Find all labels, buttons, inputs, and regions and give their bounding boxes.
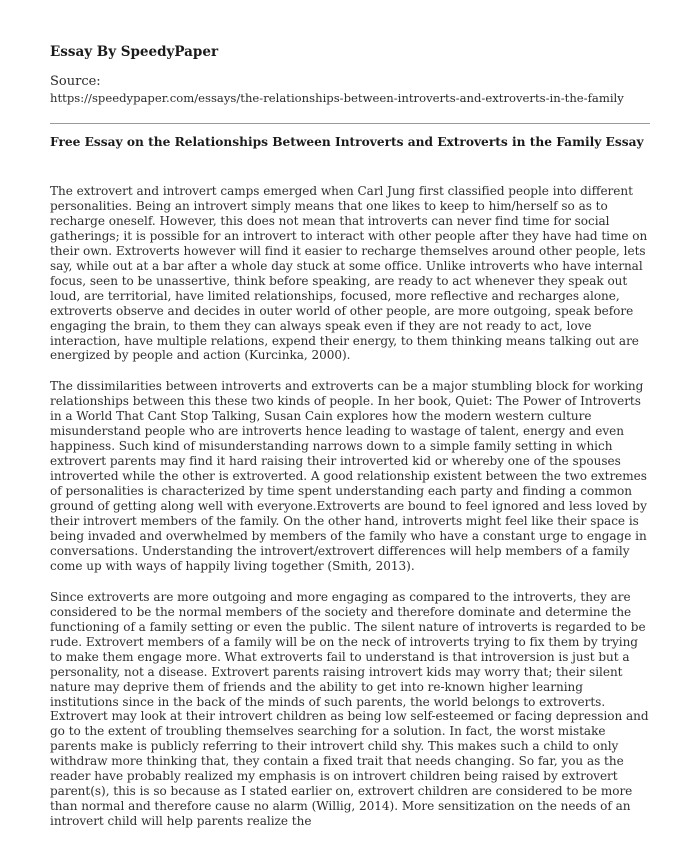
essay-paragraph-3: Since extroverts are more outgoing and more engaging as compared to the introverts, they are considered to be the normal members of the society and therefore dominate and determine the functioning of a family setting or even the public. The silent nature of introverts is regarded to be rude. Extrovert members of a family will be on the neck of introverts trying to fix them by trying to make them engage more. What extroverts fail to understand is that introversion is just but a personality, not a disease. Extrovert parents raising introvert kids may worry that; their silent nature may deprive them of friends and the ability to get into re-known higher learning institutions since in the back of the minds of such parents, the world belongs to extroverts. Extrovert may look at their introvert children as being low self-esteemed or facing depression and go to the extent of troubling themselves searching for a solution. In fact, the worst mistake parents make is publicly referring to their introvert child shy. This makes such a child to only withdraw more thinking that, they contain a fixed trait that needs changing. So far, you as the reader have probably realized my emphasis is on introvert children being raised by extrovert parent(s), this is so because as I stated earlier on, extrovert children are considered to be more than normal and therefore cause no alarm (Willig, 2014). More sensitization on the needs of an introvert child will help parents realize the — [50, 589, 649, 829]
source-label: Source: — [50, 74, 101, 89]
essay-paragraph-2: The dissimilarities between introverts and extroverts can be a major stumbling block for working relationships between this these two kinds of people. In her book, Quiet: The Power of Introverts in a World That Cant Stop Talking, Susan Cain explores how the modern western culture misunderstand people who are introverts hence leading to wastage of talent, energy and even happiness. Such kind of misunderstanding narrows down to a simple family setting in which extrovert parents may find it hard raising their introverted kid or whereby one of the spouses introverted while the other is extroverted. A good relationship existent between the two extremes of personalities is characterized by time spent understanding each party and finding a common ground of getting along well with everyone.Extroverts are bound to feel ignored and less loved by their introvert members of the family. On the other hand, introverts might feel like their space is being invaded and overwhelmed by members of the family who have a constant urge to engage in conversations. Understanding the introvert/extrovert differences will help members of a family come up with ways of happily living together (Smith, 2013). — [50, 379, 647, 573]
essay-title: Free Essay on the Relationships Between Introverts and Extroverts in the Family Essay — [50, 135, 644, 149]
document-header-title: Essay By SpeedyPaper — [50, 44, 219, 60]
essay-paragraph-1: The extrovert and introvert camps emerged when Carl Jung first classified people into different personalities. Being an introvert simply means that one likes to keep to him/herself so as to recharge oneself. However, this does not mean that introverts can never find time for social gatherings; it is possible for an introvert to interact with other people after they have had time on their own. Extroverts however will find it easier to recharge themselves around other people, lets say, while out at a bar after a whole day stuck at some office. Unlike introverts who have internal focus, seen to be unassertive, think before speaking, are ready to act whenever they speak out loud, are territorial, have limited relationships, focused, more reflective and recharges alone, extroverts observe and decides in outer world of other people, are more outgoing, speak before engaging the brain, to them they can always speak even if they are not ready to act, love interaction, have multiple relations, expend their energy, to them thinking means talking out are energized by people and action (Kurcinka, 2000). — [50, 184, 648, 363]
source-url: https://speedypaper.com/essays/the-relationships-between-introverts-and-extroverts-in-the-family — [50, 91, 624, 105]
essay-body — [50, 184, 650, 845]
header-divider — [50, 123, 650, 124]
